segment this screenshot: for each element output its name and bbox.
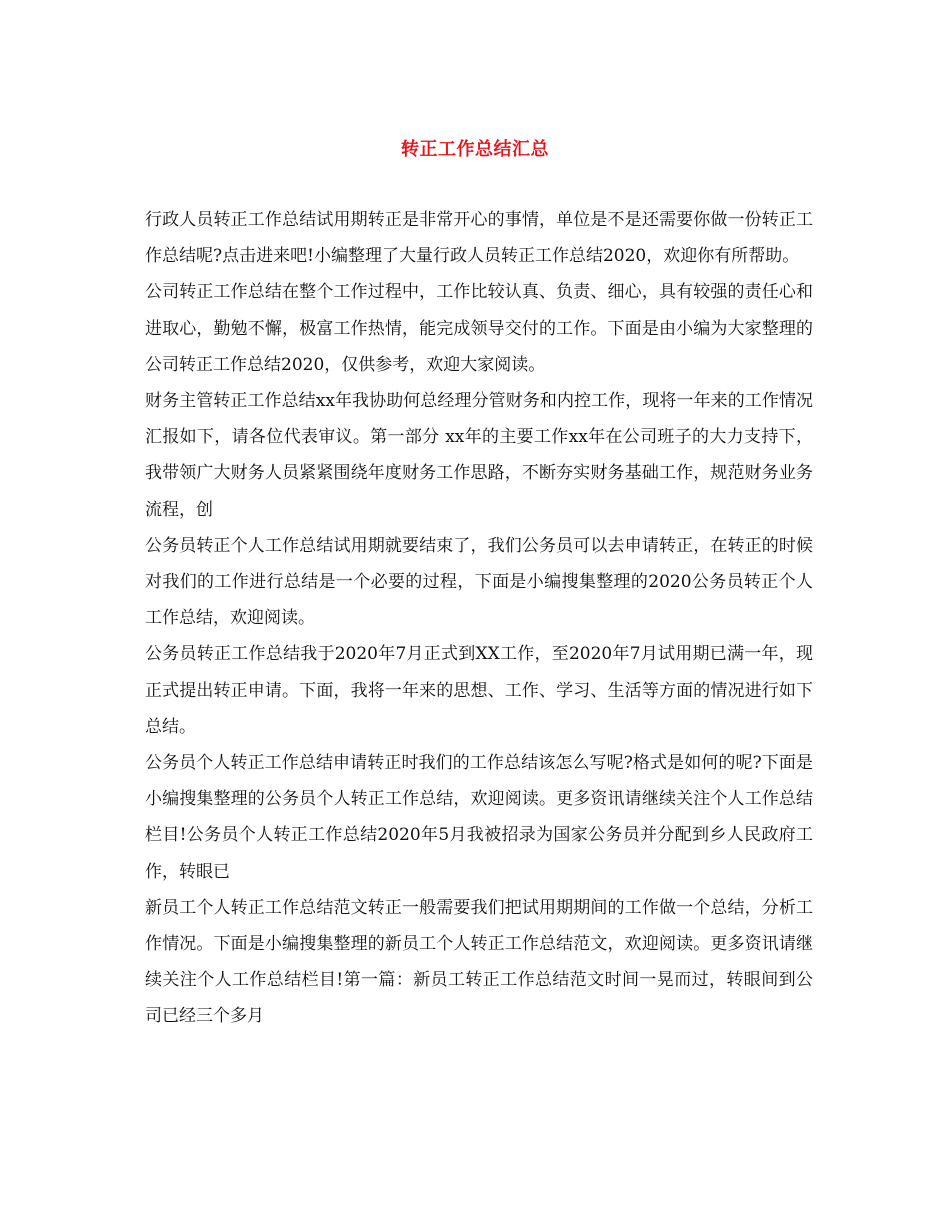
paragraph-6: 公务员个人转正工作总结申请转正时我们的工作总结该怎么写呢?格式是如何的呢?下面是小编搜集整理的公务员个人转正工作总结，欢迎阅读。更多资讯请继续关注个人工作总结栏目!公务员个人转正工作总结2020年5月我被招录为国家公务员并分配到乡人民政府工作，转眼已 (145, 753, 813, 882)
document-body (145, 202, 813, 1035)
paragraph-3: 财务主管转正工作总结xx年我协助何总经理分管财务和内控工作，现将一年来的工作情况汇报如下，请各位代表审议。第一部分 xx年的主要工作xx年在公司班子的大力支持下，我带领广大财务人员紧紧围绕年度财务工作思路，不断夯实财务基础工作，规范财务业务流程，创 (145, 391, 813, 520)
document-title: 转正工作总结汇总 (401, 139, 549, 160)
paragraph-5: 公务员转正工作总结我于2020年7月正式到XX工作，至2020年7月试用期已满一年，现正式提出转正申请。下面，我将一年来的思想、工作、学习、生活等方面的情况进行如下总结。 (145, 644, 813, 737)
paragraph-2: 公司转正工作总结在整个工作过程中，工作比较认真、负责、细心，具有较强的责任心和进取心，勤勉不懈，极富工作热情，能完成领导交付的工作。下面是由小编为大家整理的公司转正工作总结2020，仅供参考，欢迎大家阅读。 (145, 282, 813, 375)
paragraph-4: 公务员转正个人工作总结试用期就要结束了，我们公务员可以去申请转正，在转正的时候对我们的工作进行总结是一个必要的过程，下面是小编搜集整理的2020公务员转正个人工作总结，欢迎阅读。 (145, 535, 813, 629)
paragraph-1: 行政人员转正工作总结试用期转正是非常开心的事情，单位是不是还需要你做一份转正工作总结呢?点击进来吧!小编整理了大量行政人员转正工作总结2020，欢迎你有所帮助。 (145, 210, 813, 267)
paragraph-7: 新员工个人转正工作总结范文转正一般需要我们把试用期期间的工作做一个总结，分析工作情况。下面是小编搜集整理的新员工个人转正工作总结范文，欢迎阅读。更多资讯请继续关注个人工作总结栏目!第一篇：新员工转正工作总结范文时间一晃而过，转眼间到公司已经三个多月 (145, 897, 813, 1027)
